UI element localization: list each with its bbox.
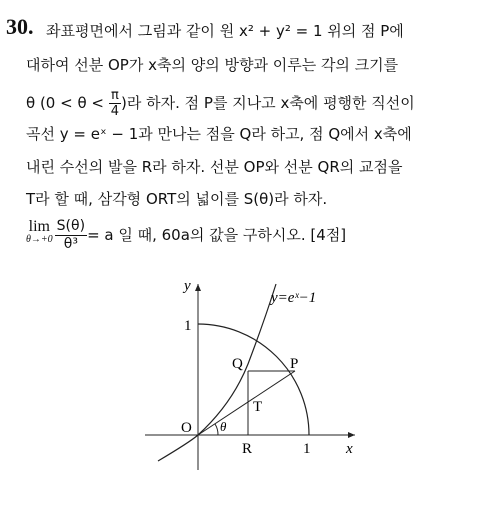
point-P-label: P [290, 356, 299, 372]
point-R-label: R [242, 441, 253, 457]
pi-over-four [109, 88, 121, 119]
problem-line-6: T라 할 때, 삼각형 ORT의 넓이를 S(θ)라 하자. [26, 190, 328, 208]
y-unit-label: 1 [184, 318, 192, 334]
line3-suffix: )라 하자. 점 P를 지나고 x축에 평행한 직선이 [121, 94, 415, 112]
frac-denominator: 4 [110, 104, 120, 119]
problem-line-5: 내린 수선의 발을 R라 하자. 선분 OP와 선분 QR의 교점을 [26, 158, 403, 176]
problem-number: 30. [6, 14, 34, 39]
y-axis-label: y [184, 278, 191, 294]
x-axis-arrow [348, 432, 355, 438]
point-Q-label: Q [232, 356, 243, 372]
theta-label: θ [220, 419, 227, 434]
problem-line-4: 곡선 y = eˣ − 1과 만나는 점을 Q라 하고, 점 Q에서 x축에 [26, 125, 412, 143]
problem-line-2: 대하여 선분 OP가 x축의 양의 방향과 이루는 각의 크기를 [26, 56, 399, 74]
line7-suffix: = a 일 때, 60a의 값을 구하시오. [4점] [87, 226, 347, 244]
lim-subscript: θ→+0 [26, 234, 53, 245]
exponential-curve [158, 284, 276, 461]
limit-numerator: S(θ) [56, 218, 86, 234]
x-unit-label: 1 [303, 441, 311, 457]
limit-denominator: θ³ [63, 236, 78, 252]
x-axis-label: x [346, 441, 353, 457]
limit-operator [26, 218, 53, 245]
limit-fraction [55, 218, 87, 253]
problem-line-7 [26, 218, 346, 253]
y-axis-arrow [195, 284, 201, 291]
lim-word: lim [28, 218, 50, 235]
segment-OP [198, 371, 295, 435]
problem-line-3 [26, 88, 415, 119]
figure [140, 278, 370, 478]
line3-prefix: θ (0 < θ < [26, 94, 109, 112]
point-T-label: T [253, 399, 263, 415]
origin-label: O [181, 420, 192, 436]
problem-line-1: 좌표평면에서 그림과 같이 원 x² + y² = 1 위의 점 P에 [46, 22, 404, 40]
frac-numerator: π [109, 88, 121, 104]
curve-label: y=eˣ−1 [271, 290, 317, 306]
angle-arc [215, 424, 218, 435]
